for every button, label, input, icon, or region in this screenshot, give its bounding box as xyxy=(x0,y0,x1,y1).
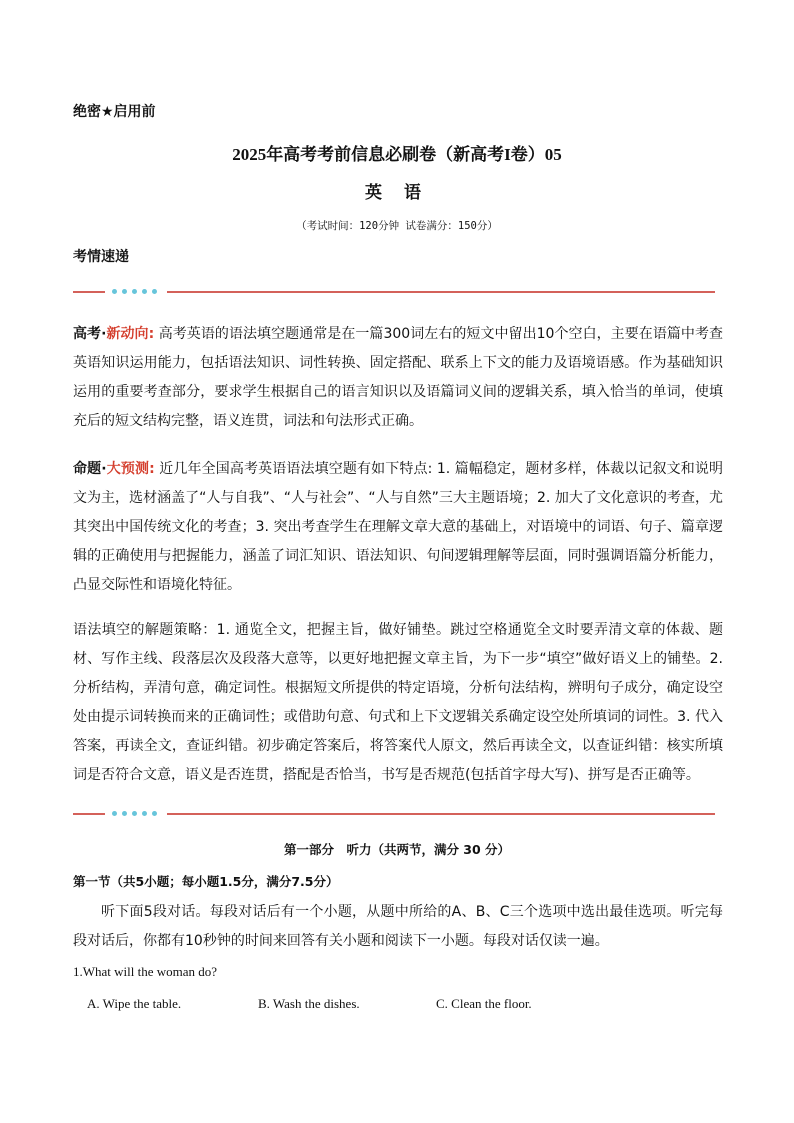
top-divider xyxy=(73,286,715,298)
option-b: B. Wash the dishes. xyxy=(258,996,360,1011)
confidential-label: 绝密★启用前 xyxy=(73,104,156,120)
forecast-label: 命题· xyxy=(73,461,107,477)
subject-title: 英 语 xyxy=(365,183,429,203)
forecast-text: 近几年全国高考英语语法填空题有如下特点: 1. 篇幅稳定，题材多样，体裁以记叙文和说明文为主，选材涵盖了“人与自我”、“人与社会”、“人与自然”三大主题语境；2. 加大了文化意识的考查，尤其突出中国传统文化的考查；3. 突出考查学生在理解文章大意的基础上，对语境中的词语、句子、篇章逻辑的正确使用与把握能力，涵盖了词汇知识、语法知识、句间逻辑理解等层面，同时强调语篇分析能力，凸显交际性和语境化特征。 xyxy=(73,461,723,593)
listening-instructions: 听下面5段对话。每段对话后有一个小题，从题中所给的A、B、C三个选项中选出最佳选项。听完每段对话后，你都有10秒钟的时间来回答有关小题和阅读下一小题。每段对话仅读一遍。 xyxy=(73,904,723,949)
forecast-paragraph xyxy=(73,455,723,600)
option-c: C. Clean the floor. xyxy=(436,996,532,1011)
trend-paragraph xyxy=(73,320,723,436)
strategy-paragraph: 语法填空的解题策略：1. 通览全文，把握主旨，做好铺垫。跳过空格通览全文时要弄清文章的体裁、题材、写作主线、段落层次及段落大意等，以更好地把握文章主旨，为下一步“填空”做好语义上的铺垫。2. 分析结构，弄清句意，确定词性。根据短文所提供的特定语境，分析句法结构，辨明句子成分，确定设空处由提示词转换而来的正确词性；或借助句意、句式和上下文逻辑关系确定设空处所填词的词性。3. 代入答案，再读全文，查证纠错。初步确定答案后，将答案代人原文，然后再读全文，以查证纠错：核实所填词是否符合文意，语义是否连贯，搭配是否恰当，书写是否规范(包括首字母大写)、拼写是否正确等。 xyxy=(73,622,723,783)
trend-highlight: 新动向: xyxy=(106,326,155,342)
listening-part-title: 第一部分 听力（共两节，满分 30 分） xyxy=(283,842,511,857)
trend-label: 高考· xyxy=(73,326,107,342)
question-1: 1.What will the woman do? xyxy=(73,964,218,979)
exam-title: 2025年高考考前信息必刷卷（新高考I卷）05 xyxy=(232,145,562,164)
exam-info: （考试时间：120分钟 试卷满分：150分） xyxy=(296,220,498,232)
trend-text: 高考英语的语法填空题通常是在一篇300词左右的短文中留出10个空白，主要在语篇中考查英语知识运用能力，包括语法知识、词性转换、固定搭配、联系上下文的能力及语境语感。作为基础知识运用的重要考查部分，要求学生根据自己的语言知识以及语篇词义间的逻辑关系，填入恰当的单词，使填充后的短文结构完整，语义连贯，词法和句法形式正确。 xyxy=(73,326,724,429)
overview-heading: 考情速递 xyxy=(73,249,129,265)
forecast-highlight: 大预测: xyxy=(106,461,155,477)
bottom-divider xyxy=(73,808,715,820)
listening-section-title: 第一节（共5小题；每小题1.5分，满分7.5分） xyxy=(73,874,339,889)
option-a: A. Wipe the table. xyxy=(87,996,182,1011)
